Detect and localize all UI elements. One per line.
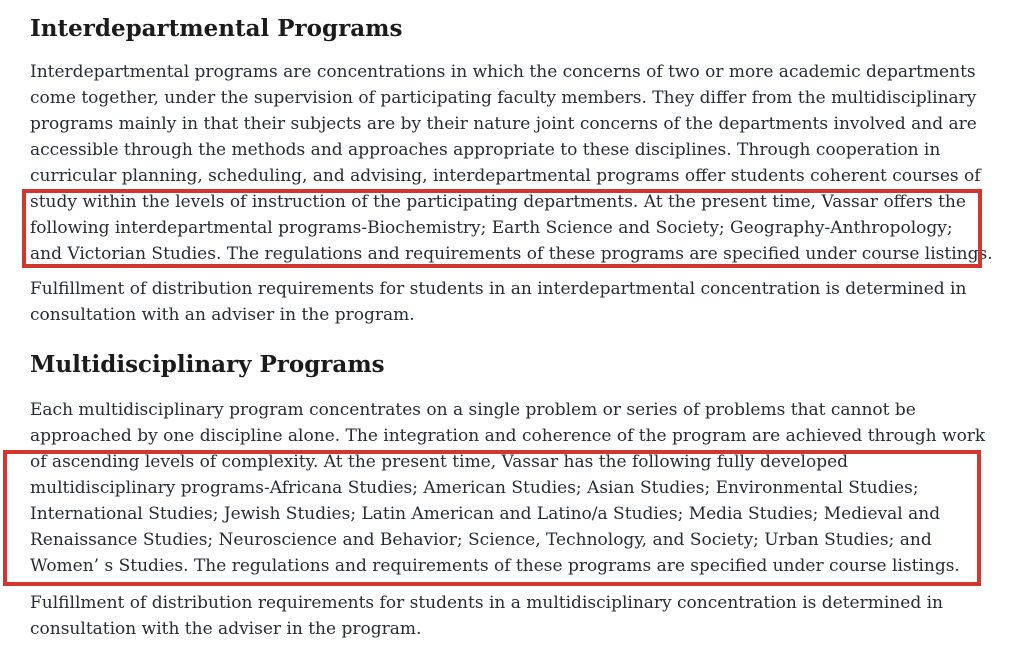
text-line: Renaissance Studies; Neuroscience and Behavior; Science, Technology, and Society; Urban Studies; and <box>30 530 932 550</box>
text-line: Fulfillment of distribution requirements for students in a multidisciplinary concentration is determined in <box>30 593 943 613</box>
text-line: programs mainly in that their subjects are by their nature joint concerns of the departments involved and are <box>30 114 977 134</box>
text-line: come together, under the supervision of participating faculty members. They differ from the multidisciplinary <box>30 88 977 108</box>
text-line: accessible through the methods and approaches appropriate to these disciplines. Through cooperation in <box>30 140 941 160</box>
paragraph <box>30 59 993 267</box>
text-line: study within the levels of instruction of the participating departments. At the present time, Vassar offers the <box>30 192 966 212</box>
text-line: Each multidisciplinary program concentrates on a single problem or series of problems that cannot be <box>30 400 916 420</box>
text-line: consultation with the adviser in the program. <box>30 619 422 639</box>
paragraph <box>30 590 943 642</box>
text-line: following interdepartmental programs-Biochemistry; Earth Science and Society; Geography-Anthropology; <box>30 218 953 238</box>
text-line: curricular planning, scheduling, and advising, interdepartmental programs offer students coherent courses of <box>30 166 981 186</box>
text-line: Interdepartmental programs are concentrations in which the concerns of two or more academic departments <box>30 62 976 82</box>
paragraph <box>30 397 985 579</box>
text-line: approached by one discipline alone. The integration and coherence of the program are achieved through work <box>30 426 986 446</box>
section-heading-multidisciplinary: Multidisciplinary Programs <box>30 351 385 378</box>
text-line: of ascending levels of complexity. At the present time, Vassar has the following fully developed <box>30 452 849 472</box>
text-line: consultation with an adviser in the program. <box>30 305 415 325</box>
text-line: International Studies; Jewish Studies; Latin American and Latino/a Studies; Media Studies; Medieval and <box>30 504 941 524</box>
text-line: Fulfillment of distribution requirements for students in an interdepartmental concentration is determined in <box>30 279 967 299</box>
text-line: multidisciplinary programs-Africana Studies; American Studies; Asian Studies; Environmental Studies; <box>30 478 919 498</box>
section-heading-interdepartmental: Interdepartmental Programs <box>30 15 403 42</box>
text-line: and Victorian Studies. The regulations and requirements of these programs are specified under course listings. <box>30 244 993 264</box>
paragraph <box>30 276 966 328</box>
text-line: Women’ s Studies. The regulations and requirements of these programs are specified under course listings. <box>30 556 960 576</box>
